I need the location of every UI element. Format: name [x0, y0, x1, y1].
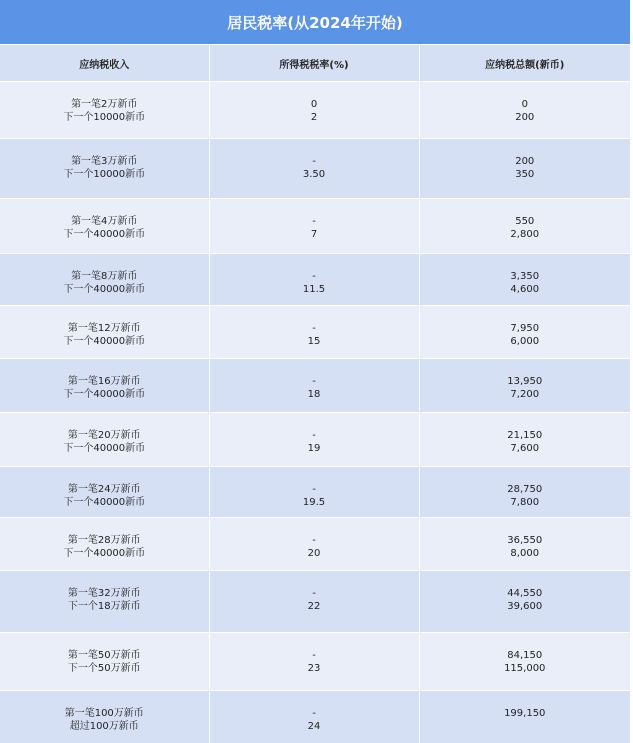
income-cell-line: 第一笔8万新币 [71, 271, 138, 282]
tax-cell-line: 7,950 [510, 323, 540, 334]
rate-cell-line: 19 [307, 443, 321, 454]
income-cell-line: 第一笔100万新币 [64, 708, 144, 719]
income-cell [0, 467, 209, 518]
tax-cell [419, 571, 630, 633]
tax-cell-line: 8,000 [510, 548, 540, 559]
tax-cell [419, 359, 630, 413]
tax-cell [419, 254, 630, 306]
rate-cell-line: - [312, 535, 316, 546]
table-row [0, 306, 630, 359]
rate-cell [209, 518, 419, 571]
income-cell [0, 82, 209, 139]
tax-cell-line: 21,150 [507, 430, 543, 441]
income-cell [0, 139, 209, 199]
tax-rate-table [0, 44, 630, 743]
table-row [0, 359, 630, 413]
header-income: 应纳税收入 [0, 45, 209, 82]
tax-cell-line: 200 [515, 112, 535, 123]
income-cell-line: 第一笔4万新币 [71, 216, 138, 227]
income-cell [0, 691, 209, 743]
tax-cell-line: 36,550 [507, 535, 543, 546]
rate-cell [209, 82, 419, 139]
tax-cell-line: 350 [515, 169, 535, 180]
rate-cell-line: 23 [307, 663, 321, 674]
rate-cell [209, 139, 419, 199]
income-cell-line: 下一个40000新币 [63, 389, 146, 400]
income-cell-line: 下一个40000新币 [63, 284, 146, 295]
rate-cell-line: 0 [310, 99, 318, 110]
tax-cell-line: 199,150 [504, 708, 546, 719]
tax-cell-line: 7,600 [510, 443, 540, 454]
tax-cell [419, 413, 630, 467]
rate-cell-line: 18 [307, 389, 321, 400]
tax-cell [419, 633, 630, 691]
income-cell [0, 518, 209, 571]
rate-cell-line: - [312, 271, 316, 282]
rate-cell-line: 24 [307, 721, 321, 732]
header-tax: 应纳税总额(新币) [419, 45, 630, 82]
rate-cell-line: 15 [307, 336, 321, 347]
table-title: 居民税率(从2024年开始) [0, 0, 630, 44]
rate-cell-line: - [312, 588, 316, 599]
income-cell-line: 第一笔12万新币 [67, 323, 141, 334]
header-rate: 所得税税率(%) [209, 45, 419, 82]
income-cell [0, 306, 209, 359]
rate-cell [209, 306, 419, 359]
income-cell [0, 359, 209, 413]
income-cell [0, 413, 209, 467]
income-cell-line: 下一个40000新币 [63, 336, 146, 347]
income-cell-line: 第一笔20万新币 [67, 430, 141, 441]
income-cell [0, 633, 209, 691]
income-cell-line: 下一个10000新币 [63, 169, 146, 180]
rate-cell [209, 359, 419, 413]
tax-cell-line: 6,000 [510, 336, 540, 347]
table-row [0, 139, 630, 199]
income-cell-line: 第一笔50万新币 [67, 650, 141, 661]
tax-cell-line: 200 [515, 156, 535, 167]
income-cell-line: 第一笔3万新币 [71, 156, 138, 167]
income-cell-line: 第一笔28万新币 [67, 535, 141, 546]
tax-cell-line: 13,950 [507, 376, 543, 387]
tax-cell-line: 7,200 [510, 389, 540, 400]
tax-cell [419, 82, 630, 139]
rate-cell [209, 467, 419, 518]
rate-cell [209, 633, 419, 691]
table-row [0, 413, 630, 467]
income-cell-line: 第一笔32万新币 [67, 588, 141, 599]
tax-cell [419, 691, 630, 743]
tax-cell-line: 550 [515, 216, 535, 227]
header-row [0, 45, 630, 82]
rate-cell [209, 199, 419, 254]
rate-cell-line: 11.5 [302, 284, 326, 295]
tax-cell-line: 4,600 [510, 284, 540, 295]
income-cell-line: 第一笔16万新币 [67, 376, 141, 387]
tax-cell [419, 199, 630, 254]
income-cell-line: 下一个50万新币 [67, 663, 141, 674]
rate-cell [209, 571, 419, 633]
tax-cell [419, 467, 630, 518]
rate-cell-line: - [312, 323, 316, 334]
income-cell-line: 第一笔2万新币 [71, 99, 138, 110]
rate-cell [209, 413, 419, 467]
tax-cell-line: 115,000 [504, 663, 546, 674]
table-row [0, 571, 630, 633]
income-cell-line: 超过100万新币 [69, 721, 139, 732]
rate-cell [209, 691, 419, 743]
rate-cell-line: - [312, 430, 316, 441]
income-cell [0, 254, 209, 306]
rate-cell-line: - [312, 708, 316, 719]
income-cell-line: 第一笔24万新币 [67, 484, 141, 495]
table-row [0, 199, 630, 254]
income-cell [0, 571, 209, 633]
tax-cell-line: 84,150 [507, 650, 543, 661]
rate-cell-line: 19.5 [302, 497, 326, 508]
tax-cell-line: 0 [521, 99, 528, 110]
income-cell [0, 199, 209, 254]
table-row [0, 691, 630, 743]
tax-cell-line: 28,750 [507, 484, 543, 495]
table-row [0, 467, 630, 518]
rate-cell-line: - [312, 650, 316, 661]
tax-cell-line: 3,350 [510, 271, 540, 282]
rate-cell-line: 7 [310, 229, 318, 240]
rate-cell [209, 254, 419, 306]
tax-cell [419, 139, 630, 199]
rate-cell-line: - [312, 484, 316, 495]
tax-cell-line: 39,600 [507, 601, 543, 612]
rate-cell-line: - [312, 156, 316, 167]
tax-cell-line: 44,550 [507, 588, 543, 599]
table-row [0, 633, 630, 691]
rate-cell-line: - [312, 216, 316, 227]
income-cell-line: 下一个40000新币 [63, 229, 146, 240]
tax-cell [419, 306, 630, 359]
tax-cell [419, 518, 630, 571]
tax-cell-line: 7,800 [510, 497, 540, 508]
table-row [0, 254, 630, 306]
income-cell-line: 下一个18万新币 [67, 601, 141, 612]
table-row [0, 82, 630, 139]
rate-cell-line: - [312, 376, 316, 387]
income-cell-line: 下一个40000新币 [63, 548, 146, 559]
rate-cell-line: 2 [310, 112, 318, 123]
table-row [0, 518, 630, 571]
income-cell-line: 下一个40000新币 [63, 497, 146, 508]
rate-cell-line: 20 [307, 548, 321, 559]
rate-cell-line: 22 [307, 601, 321, 612]
income-cell-line: 下一个10000新币 [63, 112, 146, 123]
rate-cell-line: 3.50 [302, 169, 326, 180]
income-cell-line: 下一个40000新币 [63, 443, 146, 454]
tax-cell-line: 2,800 [510, 229, 540, 240]
